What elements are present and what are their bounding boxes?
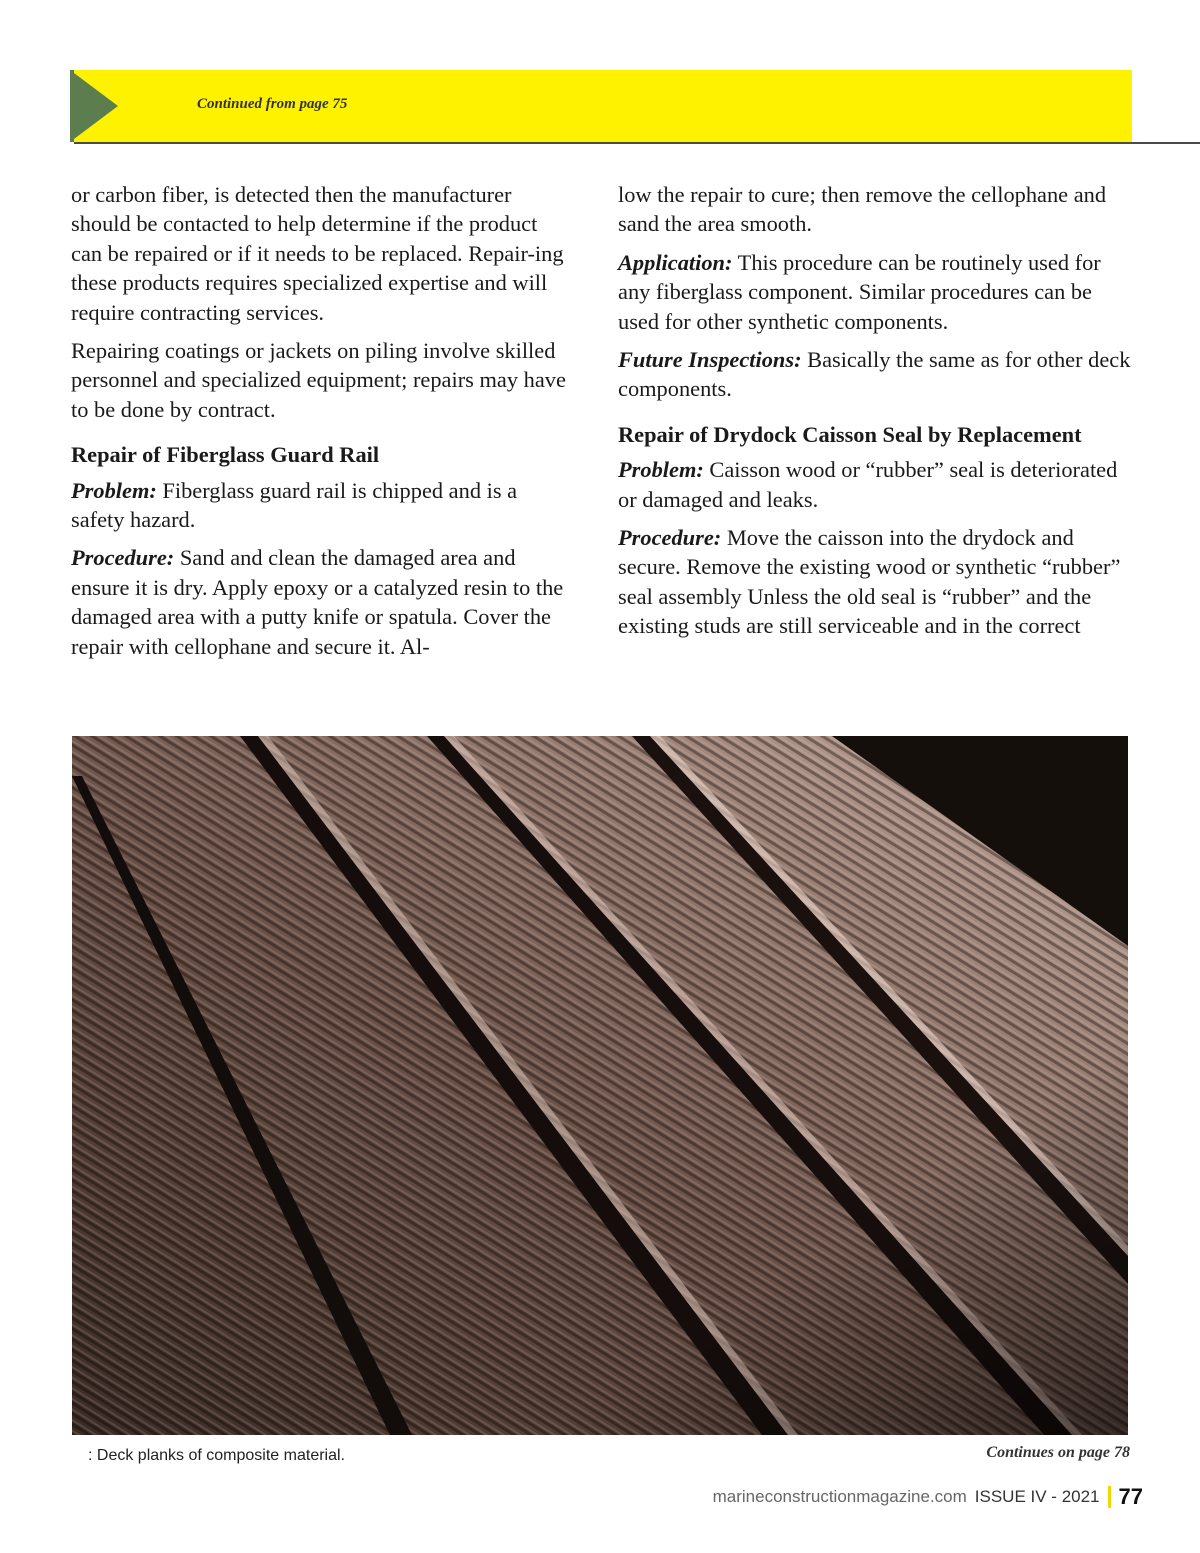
page-number: 77 [1118,1484,1143,1509]
section-heading: Repair of Fiberglass Guard Rail [71,442,380,468]
procedure-paragraph [618,523,1138,641]
future-inspections-text: Basically the same as for other deck components. [618,347,1131,402]
footer-issue: ISSUE IV - 2021 [974,1487,1100,1506]
problem-label: Problem: [71,477,157,503]
future-inspections-paragraph [618,345,1138,404]
problem-text: Fiberglass guard rail is chipped and is a safety hazard. [71,477,518,533]
problem-label: Problem: [618,457,704,483]
continues-label: Continues on page 78 [986,1444,1130,1461]
footer-separator [1108,1486,1111,1508]
paragraph: low the repair to cure; then remove the cellophane and sand the area smooth. [618,182,1107,237]
paragraph: Repairing coatings or jackets on piling involve skilled personnel and specialized equipment; repairs may have to be done by contract. [71,338,566,422]
procedure-label: Procedure: [618,525,722,551]
application-text: This procedure can be routinely used for any fiberglass component. Similar procedures can be used for other synthetic components. [618,249,1101,334]
deck-planks-photo [72,736,1128,1435]
future-inspections-label: Future Inspections: [618,347,802,373]
procedure-text: Sand and clean the damaged area and ensure it is dry. Apply epoxy or a catalyzed resin to the damaged area with a putty knife or spatula. Cover the repair with cellophane and secure it. Al- [71,545,564,659]
procedure-text: Move the caisson into the drydock and secure. Remove the existing wood or synthetic “rubber” seal assembly Unless the old seal is “rubber” and the existing studs are still serviceable and in the correct [618,525,1121,639]
continued-from-label: Continued from page 75 [197,96,348,112]
right-column [618,180,1138,650]
problem-paragraph [618,455,1138,514]
left-column [71,180,566,670]
page-footer [713,1484,1143,1510]
banner-divider [74,142,1200,144]
figure-caption: : Deck planks of composite material. [88,1447,345,1464]
problem-paragraph [71,476,566,535]
footer-site: marineconstructionmagazine.com [712,1487,967,1506]
procedure-label: Procedure: [71,545,175,571]
application-paragraph [618,248,1138,336]
paragraph: or carbon fiber, is detected then the manufacturer should be contacted to help determine if the product can be repaired or if it needs to be replaced. Repair-ing these products requires specialized expertise and will require contracting services. [71,182,564,325]
section-heading: Repair of Drydock Caisson Seal by Replacement [618,421,1082,447]
problem-text: Caisson wood or “rubber” seal is deteriorated or damaged and leaks. [618,457,1118,512]
arrow-icon [70,70,118,142]
procedure-paragraph [71,543,566,661]
application-label: Application: [618,249,733,275]
